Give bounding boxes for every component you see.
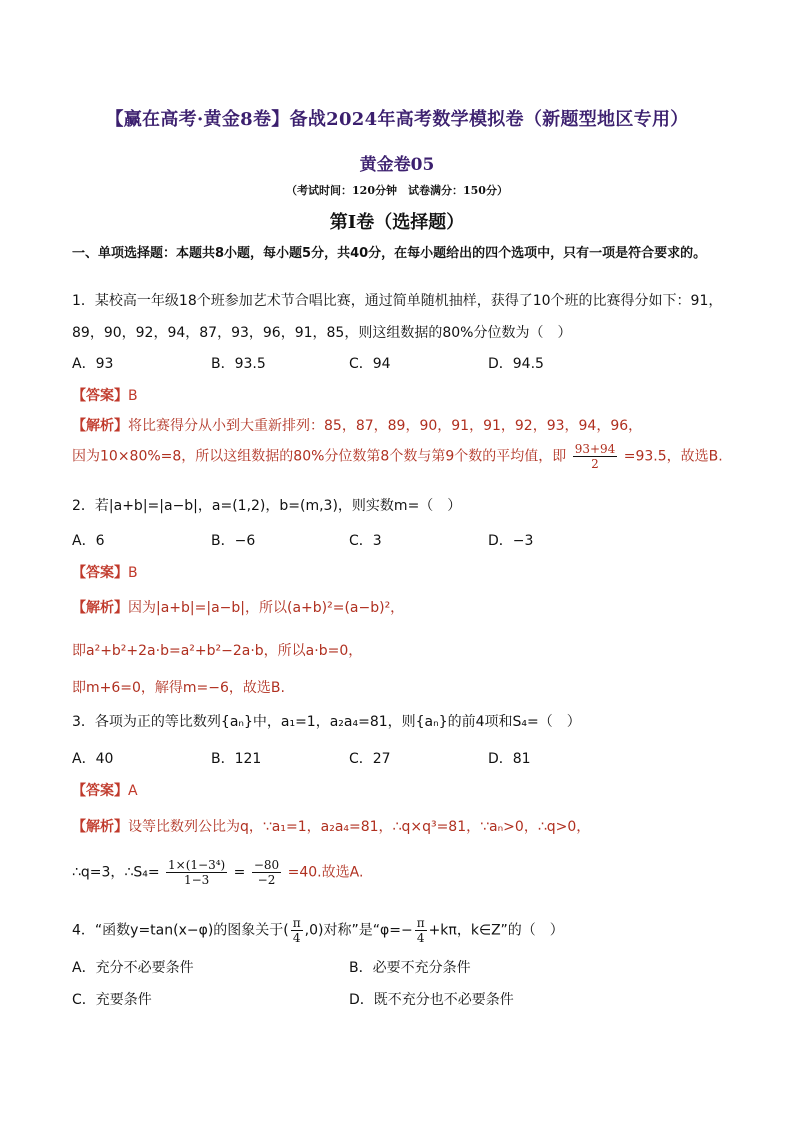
q1-frac-num: 93+94: [574, 442, 616, 456]
q3-answer: [72, 780, 138, 800]
q1-option-b: B．93.5: [211, 356, 266, 372]
q4-option-b: B．必要不充分条件: [349, 960, 471, 976]
q4-stem-a: 4．“函数y=tan(x−φ)的图象关于: [72, 922, 284, 939]
q2-solution-text1: 因为|a+b|=|a−b|，所以(a+b)²=(a−b)²，: [128, 600, 405, 616]
q4-option-a: A．充分不必要条件: [72, 960, 194, 976]
q4-open-paren: (: [283, 922, 289, 939]
q3-solution-text2b: =40.故选A.: [287, 864, 364, 881]
q4-frac2-num: π: [416, 916, 425, 930]
q3-equals: =: [233, 864, 246, 881]
q1-stem-line1: 1．某校高一年级18个班参加艺术节合唱比赛，通过简单随机抽样，获得了10个班的比赛得分如下：91，: [72, 293, 723, 309]
q3-frac1-num: 1×(1−3⁴): [168, 858, 226, 872]
q2-option-b: B．−6: [211, 533, 256, 549]
exam-note: （考试时间：120分钟 试卷满分：150分）: [286, 184, 508, 197]
q3-solution-line2: [72, 858, 363, 887]
q3-solution-line1: [72, 816, 590, 836]
q4-stem: [72, 916, 564, 945]
q4-frac1-den: 4: [292, 931, 301, 945]
q3-option-c: C．27: [349, 751, 391, 767]
q3-frac2-num: −80: [253, 858, 280, 872]
q2-answer-value: B: [128, 565, 138, 581]
q4-fraction-2: [415, 916, 427, 945]
analysis-label: 【解析】: [72, 418, 128, 434]
q1-answer: [72, 385, 138, 405]
answer-label: 【答案】: [72, 783, 128, 799]
q1-fraction: [573, 442, 618, 471]
q3-solution-text2a: ∴q=3，∴S₄=: [72, 864, 160, 881]
section-instructions: 一、单项选择题：本题共8小题，每小题5分，共40分，在每小题给出的四个选项中，只有一项是符合要求的。: [72, 246, 707, 261]
q3-frac1-den: 1−3: [183, 873, 210, 887]
q2-solution-line1: [72, 597, 404, 617]
q2-solution-line3: 即m+6=0，解得m=−6，故选B.: [72, 680, 285, 696]
q1-option-c: C．94: [349, 356, 391, 372]
q1-option-d: D．94.5: [488, 356, 544, 372]
q1-solution-line1: [72, 415, 642, 435]
q1-option-a: A．93: [72, 356, 114, 372]
q2-option-c: C．3: [349, 533, 382, 549]
paper-subtitle: 黄金卷05: [359, 155, 435, 175]
q1-stem-line2: 89，90，92，94，87，93，96，91，85，则这组数据的80%分位数为（ ）: [72, 325, 572, 341]
q2-option-d: D．−3: [488, 533, 534, 549]
q4-fraction-1: [291, 916, 303, 945]
q3-solution-text1: 设等比数列公比为q，∵a₁=1，a₂a₄=81，∴q×q³=81，∵aₙ>0，∴q>0，: [128, 819, 591, 835]
q4-option-c: C．充要条件: [72, 992, 152, 1008]
answer-label: 【答案】: [72, 388, 128, 404]
q1-solution-line2: [72, 442, 723, 471]
section-heading: 第I卷（选择题）: [329, 212, 465, 233]
q3-option-a: A．40: [72, 751, 114, 767]
q1-answer-value: B: [128, 388, 138, 404]
q3-frac2-den: −2: [257, 873, 276, 887]
q3-fraction-2: [252, 858, 281, 887]
q2-stem: 2．若|a+b|=|a−b|，a=(1,2)，b=(m,3)，则实数m=（ ）: [72, 498, 462, 514]
answer-label: 【答案】: [72, 565, 128, 581]
q1-solution-text1: 将比赛得分从小到大重新排列：85，87，89，90，91，91，92，93，94，96，: [128, 418, 643, 434]
q2-solution-line2: 即a²+b²+2a·b=a²+b²−2a·b，所以a·b=0，: [72, 643, 363, 659]
q3-option-b: B．121: [211, 751, 262, 767]
q3-stem: 3．各项为正的等比数列{aₙ}中，a₁=1，a₂a₄=81，则{aₙ}的前4项和S₄=（ ）: [72, 714, 581, 730]
q4-frac1-num: π: [292, 916, 301, 930]
analysis-label: 【解析】: [72, 600, 128, 616]
q4-stem-b: ,0)对称”是“φ=−: [304, 922, 413, 939]
q3-answer-value: A: [128, 783, 138, 799]
q1-frac-den: 2: [591, 457, 599, 471]
q3-fraction-1: [166, 858, 227, 887]
q1-solution-text2b: =93.5，故选B.: [623, 448, 723, 465]
q1-solution-text2a: 因为10×80%=8，所以这组数据的80%分位数第8个数与第9个数的平均值，即: [72, 448, 567, 465]
q4-frac2-den: 4: [416, 931, 425, 945]
page-title: 【赢在高考·黄金8卷】备战2024年高考数学模拟卷（新题型地区专用）: [105, 109, 689, 130]
q3-option-d: D．81: [488, 751, 531, 767]
q4-option-d: D．既不充分也不必要条件: [349, 992, 514, 1008]
q2-option-a: A．6: [72, 533, 105, 549]
q4-stem-c: +kπ，k∈Z”的（ ）: [428, 922, 564, 939]
q2-answer: [72, 562, 138, 582]
analysis-label: 【解析】: [72, 819, 128, 835]
